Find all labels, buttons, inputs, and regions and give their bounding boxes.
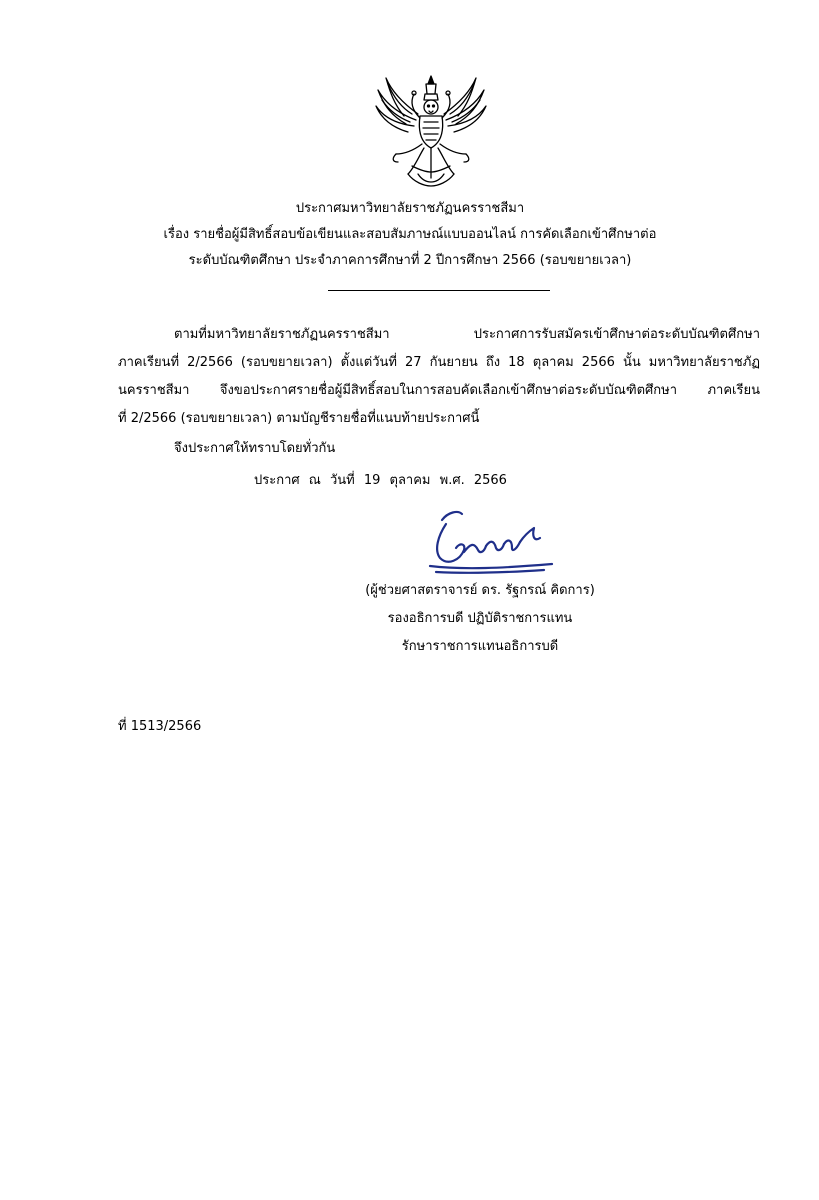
body-paragraph-line: ตามที่มหาวิทยาลัยราชภัฏนครราชสีมา ประกาศการรับสมัครเข้าศึกษาต่อระดับบัณฑิตศึกษา — [174, 327, 760, 342]
garuda-emblem-icon — [374, 74, 488, 190]
announcement-title: ประกาศมหาวิทยาลัยราชภัฏนครราชสีมา — [295, 201, 525, 216]
document-number: ที่ 1513/2566 — [118, 719, 202, 734]
title-divider — [328, 290, 550, 291]
announcement-subject-continued: ระดับบัณฑิตศึกษา ประจำภาคการศึกษาที่ 2 ปีการศึกษา 2566 (รอบขยายเวลา) — [188, 253, 632, 268]
body-paragraph-line: นครราชสีมา จึงขอประกาศรายชื่อผู้มีสิทธิ์สอบในการสอบคัดเลือกเข้าศึกษาต่อระดับบัณฑิตศึกษา ภาคเรียน — [118, 383, 760, 398]
signatory-name: (ผู้ช่วยศาสตราจารย์ ดร. รัฐกรณ์ คิดการ) — [365, 583, 595, 598]
body-paragraph-line: ภาคเรียนที่ 2/2566 (รอบขยายเวลา) ตั้งแต่วันที่ 27 กันยายน ถึง 18 ตุลาคม 2566 นั้น มหาวิทยาลัยราชภัฏ — [118, 355, 760, 370]
announcement-date: ประกาศ ณ วันที่ 19 ตุลาคม พ.ศ. 2566 — [254, 473, 507, 488]
announcement-subject: เรื่อง รายชื่อผู้มีสิทธิ์สอบข้อเขียนและสอบสัมภาษณ์แบบออนไลน์ การคัดเลือกเข้าศึกษาต่อ — [163, 227, 657, 242]
handwritten-signature-icon — [424, 506, 558, 578]
signatory-position: รองอธิการบดี ปฏิบัติราชการแทน — [387, 611, 573, 626]
notice-statement: จึงประกาศให้ทราบโดยทั่วกัน — [174, 441, 336, 456]
body-paragraph-line: ที่ 2/2566 (รอบขยายเวลา) ตามบัญชีรายชื่อที่แนบท้ายประกาศนี้ — [118, 411, 480, 426]
signatory-position-acting: รักษาราชการแทนอธิการบดี — [401, 639, 559, 654]
